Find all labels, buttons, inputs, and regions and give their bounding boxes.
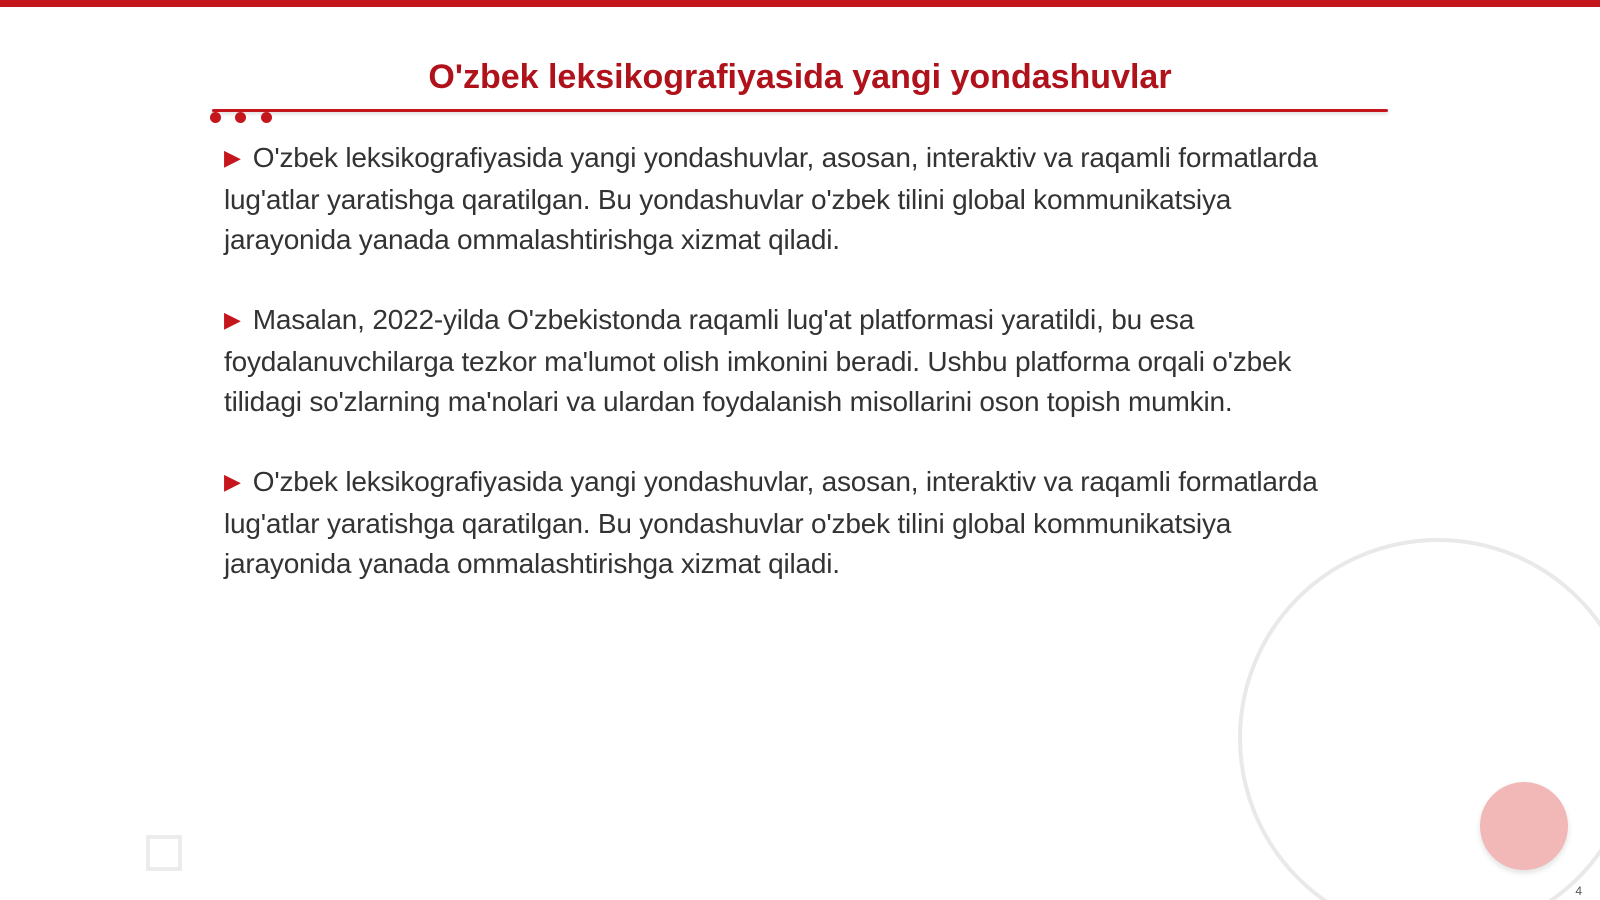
decorative-pink-circle	[1480, 782, 1568, 870]
bullet-triangle-icon: ▶	[224, 145, 241, 170]
bullet-list	[224, 138, 1344, 624]
bullet-text: Masalan, 2022-yilda O'zbekistonda raqamli lug'at platformasi yaratildi, bu esa foydalanuvchilarga tezkor ma'lumot olish imkonini beradi. Ushbu platforma orqali o'zbek tilidagi so'zlarning ma'nolari va ulardan foydalanish misollarini oson topish mumkin.	[224, 304, 1292, 417]
bullet-paragraph-1	[224, 138, 1344, 260]
bullet-text: O'zbek leksikografiyasida yangi yondashuvlar, asosan, interaktiv va raqamli formatlarda lug'atlar yaratishga qaratilgan. Bu yondashuvlar o'zbek tilini global kommunikatsiya jarayonida yanada ommalashtirishga xizmat qiladi.	[224, 466, 1318, 579]
bullet-triangle-icon: ▶	[224, 469, 241, 494]
page-number: 4	[1575, 884, 1582, 898]
bullet-paragraph-3	[224, 462, 1344, 584]
decorative-dot-2	[235, 112, 246, 123]
decorative-square	[146, 835, 182, 871]
bullet-paragraph-2	[224, 300, 1344, 422]
bullet-triangle-icon: ▶	[224, 307, 241, 332]
title-underline	[212, 109, 1388, 112]
decorative-dot-1	[210, 112, 221, 123]
top-accent-bar	[0, 0, 1600, 7]
decorative-dot-3	[261, 112, 272, 123]
slide-title: O'zbek leksikografiyasida yangi yondashuvlar	[428, 58, 1172, 96]
bullet-text: O'zbek leksikografiyasida yangi yondashuvlar, asosan, interaktiv va raqamli formatlarda lug'atlar yaratishga qaratilgan. Bu yondashuvlar o'zbek tilini global kommunikatsiya jarayonida yanada ommalashtirishga xizmat qiladi.	[224, 142, 1318, 255]
